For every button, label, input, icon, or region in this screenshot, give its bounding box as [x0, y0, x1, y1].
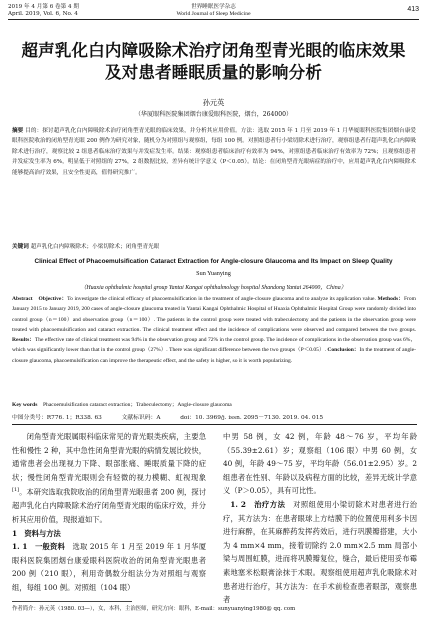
clc-number: 中图分类号：R776. 1；R338. 63 [12, 415, 102, 421]
abstract-zh [12, 126, 416, 178]
author-footnote: 作者简介：孙元英（1980. 03—），女，本科，主治医师，研究方向：眼科，E-mail：sunyuanying1980@ qq. com [12, 606, 296, 612]
abstract-en-methods: From January 2015 to January 2019, 200 cases of angle-closure glaucoma treated in Yantai Kangai Ophthalmic Hospital of Huaxia Ophthalmic Hospital Group were randomly divided into control group（n＝100）and observation group（n＝100）. The patients in the control group were treated with trabeculectomy and the patients in the observation group were treated with phacoemulsification and cataract extraction. The clinical treatment effect and the incidence of complications were observed and compared between the two groups. [12, 296, 416, 333]
keywords-zh-text: 超声乳化白内障吸除术；小梁切除术；闭角型青光眼 [30, 244, 160, 250]
header-issue-zh: 2019 年 4 月第 6 卷第 4 期 [8, 4, 79, 10]
abstract-en [12, 294, 416, 366]
subsection-1-2-number: 1. 2 [230, 499, 255, 509]
footnote-rule [12, 601, 132, 602]
header-issue-en: April. 2019, Vol. 6, No. 4 [8, 10, 78, 17]
keywords-zh-label: 关键词 [12, 244, 29, 250]
body-column-left [12, 430, 206, 595]
subsection-1-1-text: 选取 2015 年 1 月至 2019 年 1 月华厦眼科医院集团烟台康爱眼科医院收治的闭角型青光眼患者 200 例（210 眼），利用奇偶数分组法分为对照组与观察组，每组 100 例。对照组（104 眼） [12, 542, 206, 592]
article-meta [12, 412, 417, 421]
affiliation-en: （Huaxia ophthalmic hospital group Yantai Kangai ophthalmology hospital Shandong Yantai 264000，China） [80, 285, 347, 291]
abstract-en-conclusion: In the treatment of angle-closure glaucoma, phacoemulsification can improve the therapeutic effect, and the safety is higher, so it is worth popularizing. [12, 347, 416, 364]
title-line-2: 及对患者睡眠质量的影响分析 [104, 63, 323, 82]
article-title-zh [8, 40, 419, 84]
running-header [8, 4, 419, 18]
intro-text-end: 。本研究选取我院收治的闭角型青光眼患者 200 例，探讨超声乳化白内障吸除术治疗闭角型青光眼的临床疗效，并分析其应用价值，现报道如下。 [12, 487, 206, 524]
abstract-zh-label: 摘要 [12, 128, 24, 134]
intro-text: 闭角型青光眼属眼科临床常见的青光眼类疾病，主要急性和慢性 2 种，其中急性闭角型青光眼的病情发展比较快，通常患者会出现视力下降、眼部胀痛、睡眠质量下降的症状；慢性闭角型青光眼则会有轻微的视力模糊、虹视现象 [12, 432, 206, 482]
continued-paragraph: 中男 58 例，女 42 例，年龄 48～76 岁，平均年龄（55.39±2.61）岁；观察组（106 眼）中男 60 例，女 40 例，年龄 49～75 岁，平均年龄（56.01±2.95）岁。2 组患者在性别、年龄以及病程方面的比较，差异无统计学意义（P＞0.05），具有可比性。 [223, 432, 417, 496]
header-journal-zh: 世界睡眠医学杂志 [191, 4, 236, 10]
subsection-1-1-title: 一般资料 [35, 542, 65, 552]
title-line-1: 超声乳化白内障吸除术治疗闭角型青光眼的临床效果 [21, 41, 406, 60]
author-zh: 孙元英 [202, 98, 225, 107]
abstract-en-results-label: Results： [12, 337, 35, 344]
abstract-zh-text: 目的：探讨超声乳化白内障吸除术治疗闭角型青光眼的临床效果，并分析其应用价值。方法：选取 2015 年 1 月至 2019 年 1 月华厦眼科医院集团烟台康爱眼科医院收治的闭角型青光眼 200 例作为研究对象，随机分为对照组与观察组，每组 100 例。对照组患者行小梁切除术进行治疗，观察组患者行超声乳化白内障吸除术进行治疗，观察比较 2 组患者临床治疗效果与并发症发生率。结果：观察组患者临床治疗有效率为 94%，对照组患者临床治疗有效率为 72%；且观察组患者并发症发生率为 6%，明显低于对照组的 27%，2 组数据比较，差异有统计学意义（P＜0.05）。结论：在闭角型青光眼病症的治疗中，应用超声乳化白内障吸除术能够提高治疗效果，且安全性更高，值得研究推广。 [12, 128, 416, 176]
subsection-1-2-title: 治疗方法 [254, 499, 286, 509]
header-journal-en: World Journal of Sleep Medicine [176, 10, 251, 17]
abstract-rule [12, 424, 417, 425]
subsection-1-2 [223, 498, 417, 607]
section-heading-1: 1 资料与方法 [12, 528, 61, 538]
article-title-en: Clinical Effect of Phacoemulsification Cataract Extraction for Angle-closure Glaucoma and Its Impact on Sleep Quality [34, 258, 393, 265]
abstract-en-results: The effective rate of clinical treatment was 94% in the observation group and 72% in the control group. The incidence of complications in the observation group was 6%，which was significantly lower than that in the control group（27%）. There was significant difference between the two groups（P＜0.05）. [12, 337, 416, 354]
subsection-1-1 [12, 540, 206, 594]
abstract-en-objective: To investigate the clinical efficacy of phacoemulsification in the treatment of angle-closure glaucoma and to analyze its application value. [67, 296, 376, 302]
keywords-en-text: Phacoemulsification cataract extraction；Trabeculectomy；Angle-closure glaucoma [42, 402, 232, 408]
intro-paragraph [12, 430, 206, 527]
subsection-1-1-number: 1. 1 [12, 542, 36, 552]
keywords-zh [12, 242, 416, 252]
header-journal [8, 4, 419, 17]
affiliation-zh: （华厦眼科医院集团烟台康爱眼科医院，烟台，264000） [134, 111, 293, 118]
page-number: 413 [407, 6, 419, 13]
document-code: 文献标识码：A [121, 415, 161, 421]
author-en: Sun Yuanying [196, 270, 231, 277]
keywords-en [12, 400, 416, 410]
abstract-en-objective-label: Abstract Objective： [12, 296, 68, 302]
keywords-en-label: Key words [12, 402, 38, 408]
body-column-right [223, 430, 417, 607]
header-rule [8, 19, 419, 20]
abstract-en-methods-label: Methods： [377, 296, 404, 302]
citation-ref: [1] [12, 487, 20, 494]
doi: doi：10. 3969/j. issn. 2095－7130. 2019. 04. 015 [180, 415, 324, 421]
abstract-en-conclusion-label: Conclusion： [327, 347, 360, 354]
subsection-1-2-text: 对照组使用小梁切除术对患者进行治疗，其方法为：在患者眼球上方结膜下的位置使用利多卡因进行麻醉，在其麻醉药发挥药效后，进行巩膜瓣搭建，大小为 4 mm×4 mm，接着切除约 2.0 mm×2.5 mm 局部小梁与周围虹膜，进而将巩膜瓣复位，缝合，最后使用妥布霉素地塞米松眼膏涂抹于术眼。观察组使用超声乳化吸除术对患者进行治疗，其方法为：在手术前检查患者眼部，观察患者 [223, 499, 418, 605]
